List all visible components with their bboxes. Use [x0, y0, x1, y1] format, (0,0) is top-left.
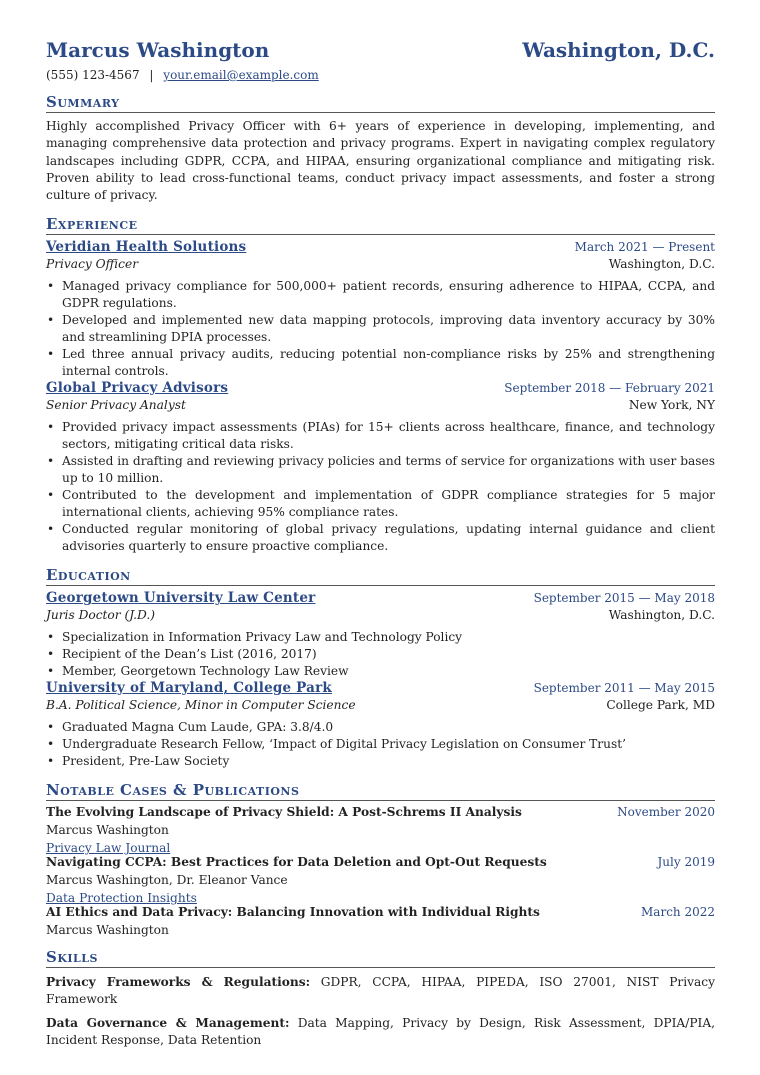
publication-date: March 2022: [641, 905, 715, 920]
employer-link[interactable]: Global Privacy Advisors: [46, 380, 229, 397]
skills-heading: Skills: [46, 949, 715, 968]
summary-heading: Summary: [46, 94, 715, 113]
experience-heading: Experience: [46, 216, 715, 235]
publications-heading: Notable Cases & Publications: [46, 782, 715, 801]
degree: Juris Doctor (J.D.): [46, 608, 155, 623]
entry-dates: September 2018 — February 2021: [504, 381, 715, 396]
publication-title: Navigating CCPA: Best Practices for Data Deletion and Opt-Out Requests: [46, 855, 547, 870]
bullet-item: • President, Pre-Law Society: [62, 753, 715, 770]
experience-entry: [46, 380, 715, 555]
bullet-item: • Member, Georgetown Technology Law Review: [62, 663, 715, 680]
bullet-item: • Managed privacy compliance for 500,000+ patient records, ensuring adherence to HIPAA, CCPA, and GDPR regulations.: [62, 278, 715, 312]
school-link[interactable]: Georgetown University Law Center: [46, 590, 316, 607]
skill-row: [46, 1015, 715, 1049]
bullet-item: • Developed and implemented new data mapping protocols, improving data inventory accuracy by 30% and streamlining DPIA processes.: [62, 312, 715, 346]
bullet-item: • Provided privacy impact assessments (PIAs) for 15+ clients across healthcare, finance, and technology sectors, mitigating critical data risks.: [62, 419, 715, 453]
school-link[interactable]: University of Maryland, College Park: [46, 680, 332, 697]
entry-location: Washington, D.C.: [608, 257, 715, 272]
publication-venue-link[interactable]: Data Protection Insights: [46, 891, 197, 906]
contact-separator: |: [149, 68, 154, 82]
bullet-item: • Contributed to the development and implementation of GDPR compliance strategies for 5 major international clients, achieving 95% compliance rates.: [62, 487, 715, 521]
header: [46, 38, 715, 62]
bullet-item: • Graduated Magna Cum Laude, GPA: 3.8/4.0: [62, 719, 715, 736]
publication-venue-link[interactable]: Privacy Law Journal: [46, 841, 171, 856]
bullet-list: [46, 629, 715, 680]
skill-category: Privacy Frameworks & Regulations:: [46, 975, 311, 990]
education-entry: [46, 590, 715, 680]
publication-title: AI Ethics and Data Privacy: Balancing Innovation with Individual Rights: [46, 905, 540, 920]
bullet-item: • Led three annual privacy audits, reducing potential non-compliance risks by 25% and strengthening internal controls.: [62, 346, 715, 380]
entry-location: Washington, D.C.: [608, 608, 715, 623]
publication-date: July 2019: [657, 855, 715, 870]
bullet-list: [46, 278, 715, 380]
publication-authors: Marcus Washington: [46, 823, 169, 838]
degree: B.A. Political Science, Minor in Computer Science: [46, 698, 356, 713]
education-entry: [46, 680, 715, 770]
bullet-list: [46, 719, 715, 770]
publication-title: The Evolving Landscape of Privacy Shield: A Post-Schrems II Analysis: [46, 805, 522, 820]
candidate-name: Marcus Washington: [46, 38, 270, 62]
publication-authors: Marcus Washington: [46, 923, 169, 938]
entry-dates: September 2011 — May 2015: [533, 681, 715, 696]
summary-text: Highly accomplished Privacy Officer with 6+ years of experience in developing, implementing, and managing comprehensive data protection and privacy programs. Expert in navigating complex regulatory landscapes including GDPR, CCPA, and HIPAA, ensuring organizational compliance and mitigating risk. Proven ability to lead cross-functional teams, conduct privacy impact assessments, and foster a strong culture of privacy.: [46, 119, 715, 203]
phone-number: (555) 123-4567: [46, 68, 140, 82]
education-heading: Education: [46, 567, 715, 586]
bullet-item: • Specialization in Information Privacy Law and Technology Policy: [62, 629, 715, 646]
publication-authors: Marcus Washington, Dr. Eleanor Vance: [46, 873, 288, 888]
skill-items: GDPR, CCPA, HIPAA, PIPEDA, ISO 27001, NIST Privacy Framework: [46, 975, 715, 1007]
email-link[interactable]: your.email@example.com: [163, 68, 319, 82]
entry-dates: March 2021 — Present: [574, 240, 715, 255]
bullet-item: • Recipient of the Dean’s List (2016, 2017): [62, 646, 715, 663]
bullet-item: • Conducted regular monitoring of global privacy regulations, updating internal guidance and client advisories quarterly to ensure proactive compliance.: [62, 521, 715, 555]
job-title: Privacy Officer: [46, 257, 139, 272]
entry-location: New York, NY: [628, 398, 715, 413]
skill-items: Data Mapping, Privacy by Design, Risk Assessment, DPIA/PIA, Incident Response, Data Retention: [46, 1016, 716, 1048]
bullet-list: [46, 419, 715, 555]
employer-link[interactable]: Veridian Health Solutions: [46, 239, 247, 256]
bullet-item: • Undergraduate Research Fellow, ‘Impact of Digital Privacy Legislation on Consumer Trust’: [62, 736, 715, 753]
job-title: Senior Privacy Analyst: [46, 398, 186, 413]
publication-item: [46, 805, 715, 855]
experience-entry: [46, 239, 715, 380]
publication-date: November 2020: [617, 805, 715, 820]
bullet-item: • Assisted in drafting and reviewing privacy policies and terms of service for organizations with user bases up to 10 million.: [62, 453, 715, 487]
skill-category: Data Governance & Management:: [46, 1016, 290, 1031]
publication-item: [46, 855, 715, 905]
contact-line: [46, 68, 715, 82]
skill-row: [46, 974, 715, 1008]
candidate-location: Washington, D.C.: [522, 38, 715, 62]
publication-item: [46, 905, 715, 937]
entry-dates: September 2015 — May 2018: [533, 591, 715, 606]
entry-location: College Park, MD: [606, 698, 715, 713]
